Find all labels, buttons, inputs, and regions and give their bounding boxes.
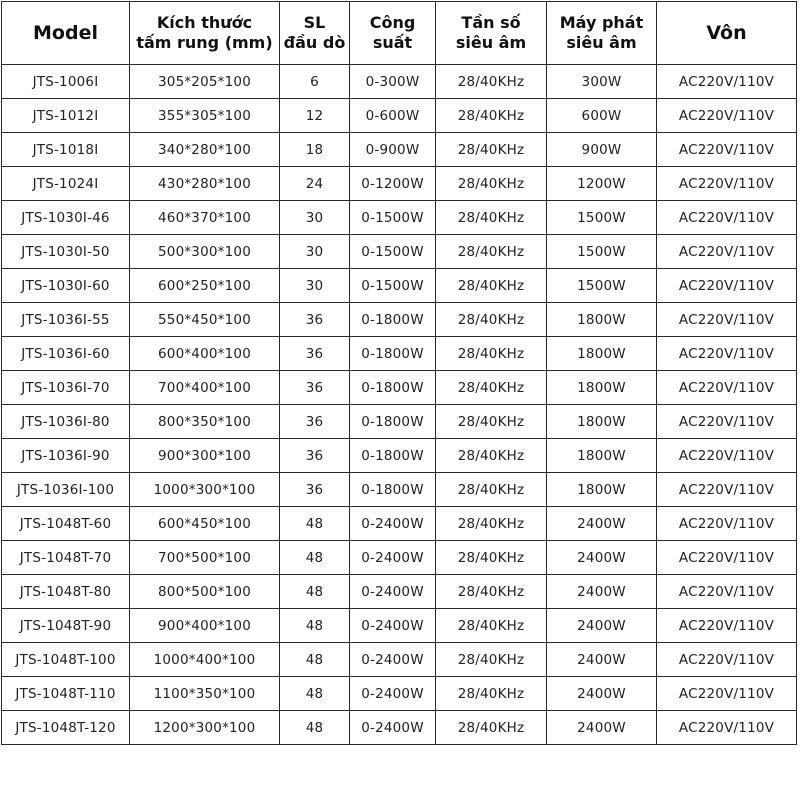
cell-plate-size: 1000*400*100 [130,643,280,677]
table-row [2,133,797,167]
cell-power: 0-1800W [350,303,436,337]
table-row [2,337,797,371]
cell-power: 0-1800W [350,473,436,507]
cell-power: 0-2400W [350,507,436,541]
cell-plate-size: 900*400*100 [130,609,280,643]
table-row [2,371,797,405]
header-transducer-count-line1: SL [303,13,326,32]
cell-frequency: 28/40KHz [436,303,547,337]
cell-frequency: 28/40KHz [436,643,547,677]
cell-power: 0-2400W [350,711,436,745]
cell-model: JTS-1048T-110 [2,677,130,711]
cell-model: JTS-1048T-100 [2,643,130,677]
cell-frequency: 28/40KHz [436,575,547,609]
cell-model: JTS-1030I-60 [2,269,130,303]
cell-model: JTS-1012I [2,99,130,133]
cell-transducer-count: 48 [280,507,350,541]
table-row [2,303,797,337]
cell-model: JTS-1030I-46 [2,201,130,235]
cell-generator: 1800W [547,473,657,507]
cell-generator: 1500W [547,269,657,303]
cell-power: 0-1800W [350,371,436,405]
header-frequency-line1: Tần số [461,13,521,32]
cell-transducer-count: 48 [280,541,350,575]
header-frequency [436,2,547,65]
cell-plate-size: 800*350*100 [130,405,280,439]
cell-power: 0-1500W [350,269,436,303]
cell-power: 0-2400W [350,541,436,575]
cell-generator: 1800W [547,337,657,371]
table-row [2,201,797,235]
cell-transducer-count: 36 [280,405,350,439]
cell-plate-size: 340*280*100 [130,133,280,167]
cell-frequency: 28/40KHz [436,99,547,133]
cell-voltage: AC220V/110V [657,609,797,643]
cell-plate-size: 700*500*100 [130,541,280,575]
table-row [2,235,797,269]
cell-model: JTS-1018I [2,133,130,167]
cell-transducer-count: 36 [280,371,350,405]
cell-model: JTS-1036I-90 [2,439,130,473]
header-frequency-line2: siêu âm [455,33,527,52]
cell-frequency: 28/40KHz [436,371,547,405]
cell-power: 0-2400W [350,643,436,677]
cell-plate-size: 800*500*100 [130,575,280,609]
cell-transducer-count: 36 [280,303,350,337]
cell-generator: 2400W [547,507,657,541]
header-row [2,2,797,65]
cell-voltage: AC220V/110V [657,65,797,99]
header-generator [547,2,657,65]
table-row [2,609,797,643]
header-generator-line1: Máy phát [559,13,644,32]
cell-power: 0-1800W [350,439,436,473]
cell-generator: 1800W [547,371,657,405]
cell-plate-size: 600*400*100 [130,337,280,371]
header-model [2,2,130,65]
table-row [2,99,797,133]
cell-voltage: AC220V/110V [657,201,797,235]
cell-plate-size: 430*280*100 [130,167,280,201]
cell-frequency: 28/40KHz [436,711,547,745]
cell-voltage: AC220V/110V [657,167,797,201]
cell-power: 0-2400W [350,575,436,609]
cell-model: JTS-1036I-80 [2,405,130,439]
cell-generator: 2400W [547,541,657,575]
cell-plate-size: 1100*350*100 [130,677,280,711]
table-row [2,65,797,99]
cell-plate-size: 355*305*100 [130,99,280,133]
cell-voltage: AC220V/110V [657,507,797,541]
header-power-line2: suất [372,33,413,52]
table-row [2,269,797,303]
cell-frequency: 28/40KHz [436,269,547,303]
cell-voltage: AC220V/110V [657,303,797,337]
cell-generator: 600W [547,99,657,133]
header-generator-line2: siêu âm [566,33,637,52]
cell-power: 0-600W [350,99,436,133]
cell-power: 0-2400W [350,609,436,643]
cell-voltage: AC220V/110V [657,337,797,371]
cell-transducer-count: 36 [280,473,350,507]
cell-model: JTS-1030I-50 [2,235,130,269]
cell-voltage: AC220V/110V [657,235,797,269]
cell-model: JTS-1036I-60 [2,337,130,371]
cell-model: JTS-1048T-60 [2,507,130,541]
cell-plate-size: 900*300*100 [130,439,280,473]
header-transducer-count [280,2,350,65]
cell-model: JTS-1006I [2,65,130,99]
cell-voltage: AC220V/110V [657,575,797,609]
cell-frequency: 28/40KHz [436,167,547,201]
cell-frequency: 28/40KHz [436,235,547,269]
cell-transducer-count: 24 [280,167,350,201]
cell-frequency: 28/40KHz [436,473,547,507]
cell-generator: 1800W [547,439,657,473]
header-plate-size-line1: Kích thước [156,13,253,32]
cell-generator: 300W [547,65,657,99]
cell-frequency: 28/40KHz [436,133,547,167]
cell-frequency: 28/40KHz [436,65,547,99]
header-power-line1: Công [369,13,416,32]
table-row [2,405,797,439]
cell-plate-size: 600*250*100 [130,269,280,303]
cell-voltage: AC220V/110V [657,711,797,745]
cell-transducer-count: 18 [280,133,350,167]
cell-voltage: AC220V/110V [657,371,797,405]
cell-model: JTS-1036I-70 [2,371,130,405]
cell-model: JTS-1048T-120 [2,711,130,745]
cell-power: 0-300W [350,65,436,99]
cell-plate-size: 550*450*100 [130,303,280,337]
cell-voltage: AC220V/110V [657,269,797,303]
cell-plate-size: 600*450*100 [130,507,280,541]
cell-transducer-count: 6 [280,65,350,99]
cell-voltage: AC220V/110V [657,541,797,575]
header-plate-size-line2: tấm rung (mm) [136,33,273,52]
cell-power: 0-2400W [350,677,436,711]
header-voltage [657,2,797,65]
table-row [2,507,797,541]
cell-voltage: AC220V/110V [657,677,797,711]
cell-generator: 2400W [547,609,657,643]
cell-plate-size: 1000*300*100 [130,473,280,507]
cell-power: 0-1200W [350,167,436,201]
cell-generator: 1500W [547,201,657,235]
cell-generator: 1500W [547,235,657,269]
cell-voltage: AC220V/110V [657,405,797,439]
table-row [2,473,797,507]
cell-transducer-count: 48 [280,677,350,711]
cell-frequency: 28/40KHz [436,609,547,643]
cell-transducer-count: 30 [280,235,350,269]
cell-transducer-count: 48 [280,643,350,677]
cell-generator: 2400W [547,711,657,745]
cell-frequency: 28/40KHz [436,405,547,439]
table-row [2,643,797,677]
cell-generator: 900W [547,133,657,167]
cell-frequency: 28/40KHz [436,677,547,711]
cell-transducer-count: 36 [280,337,350,371]
table-row [2,575,797,609]
cell-model: JTS-1048T-80 [2,575,130,609]
table-row [2,677,797,711]
cell-voltage: AC220V/110V [657,473,797,507]
cell-plate-size: 460*370*100 [130,201,280,235]
table-body [2,65,797,745]
cell-transducer-count: 48 [280,711,350,745]
cell-generator: 1800W [547,303,657,337]
cell-frequency: 28/40KHz [436,507,547,541]
cell-voltage: AC220V/110V [657,99,797,133]
cell-model: JTS-1048T-70 [2,541,130,575]
table-row [2,167,797,201]
cell-voltage: AC220V/110V [657,439,797,473]
cell-voltage: AC220V/110V [657,133,797,167]
cell-transducer-count: 48 [280,609,350,643]
header-power [350,2,436,65]
cell-transducer-count: 48 [280,575,350,609]
specifications-table [1,1,797,745]
header-plate-size [130,2,280,65]
cell-model: JTS-1036I-55 [2,303,130,337]
cell-model: JTS-1024I [2,167,130,201]
cell-frequency: 28/40KHz [436,439,547,473]
table-header [2,2,797,65]
cell-transducer-count: 36 [280,439,350,473]
cell-power: 0-1800W [350,405,436,439]
cell-power: 0-1500W [350,235,436,269]
header-voltage-label: Vôn [706,22,747,44]
cell-generator: 1200W [547,167,657,201]
table-row [2,439,797,473]
cell-transducer-count: 12 [280,99,350,133]
cell-generator: 2400W [547,575,657,609]
cell-voltage: AC220V/110V [657,643,797,677]
cell-plate-size: 1200*300*100 [130,711,280,745]
cell-plate-size: 500*300*100 [130,235,280,269]
cell-generator: 1800W [547,405,657,439]
table-row [2,541,797,575]
table-row [2,711,797,745]
cell-generator: 2400W [547,643,657,677]
cell-power: 0-1800W [350,337,436,371]
cell-transducer-count: 30 [280,269,350,303]
cell-frequency: 28/40KHz [436,337,547,371]
cell-frequency: 28/40KHz [436,201,547,235]
cell-model: JTS-1036I-100 [2,473,130,507]
cell-generator: 2400W [547,677,657,711]
cell-model: JTS-1048T-90 [2,609,130,643]
cell-transducer-count: 30 [280,201,350,235]
cell-power: 0-1500W [350,201,436,235]
header-transducer-count-line2: đầu dò [283,33,346,52]
cell-frequency: 28/40KHz [436,541,547,575]
cell-plate-size: 700*400*100 [130,371,280,405]
cell-plate-size: 305*205*100 [130,65,280,99]
header-model-label: Model [33,22,98,44]
cell-power: 0-900W [350,133,436,167]
